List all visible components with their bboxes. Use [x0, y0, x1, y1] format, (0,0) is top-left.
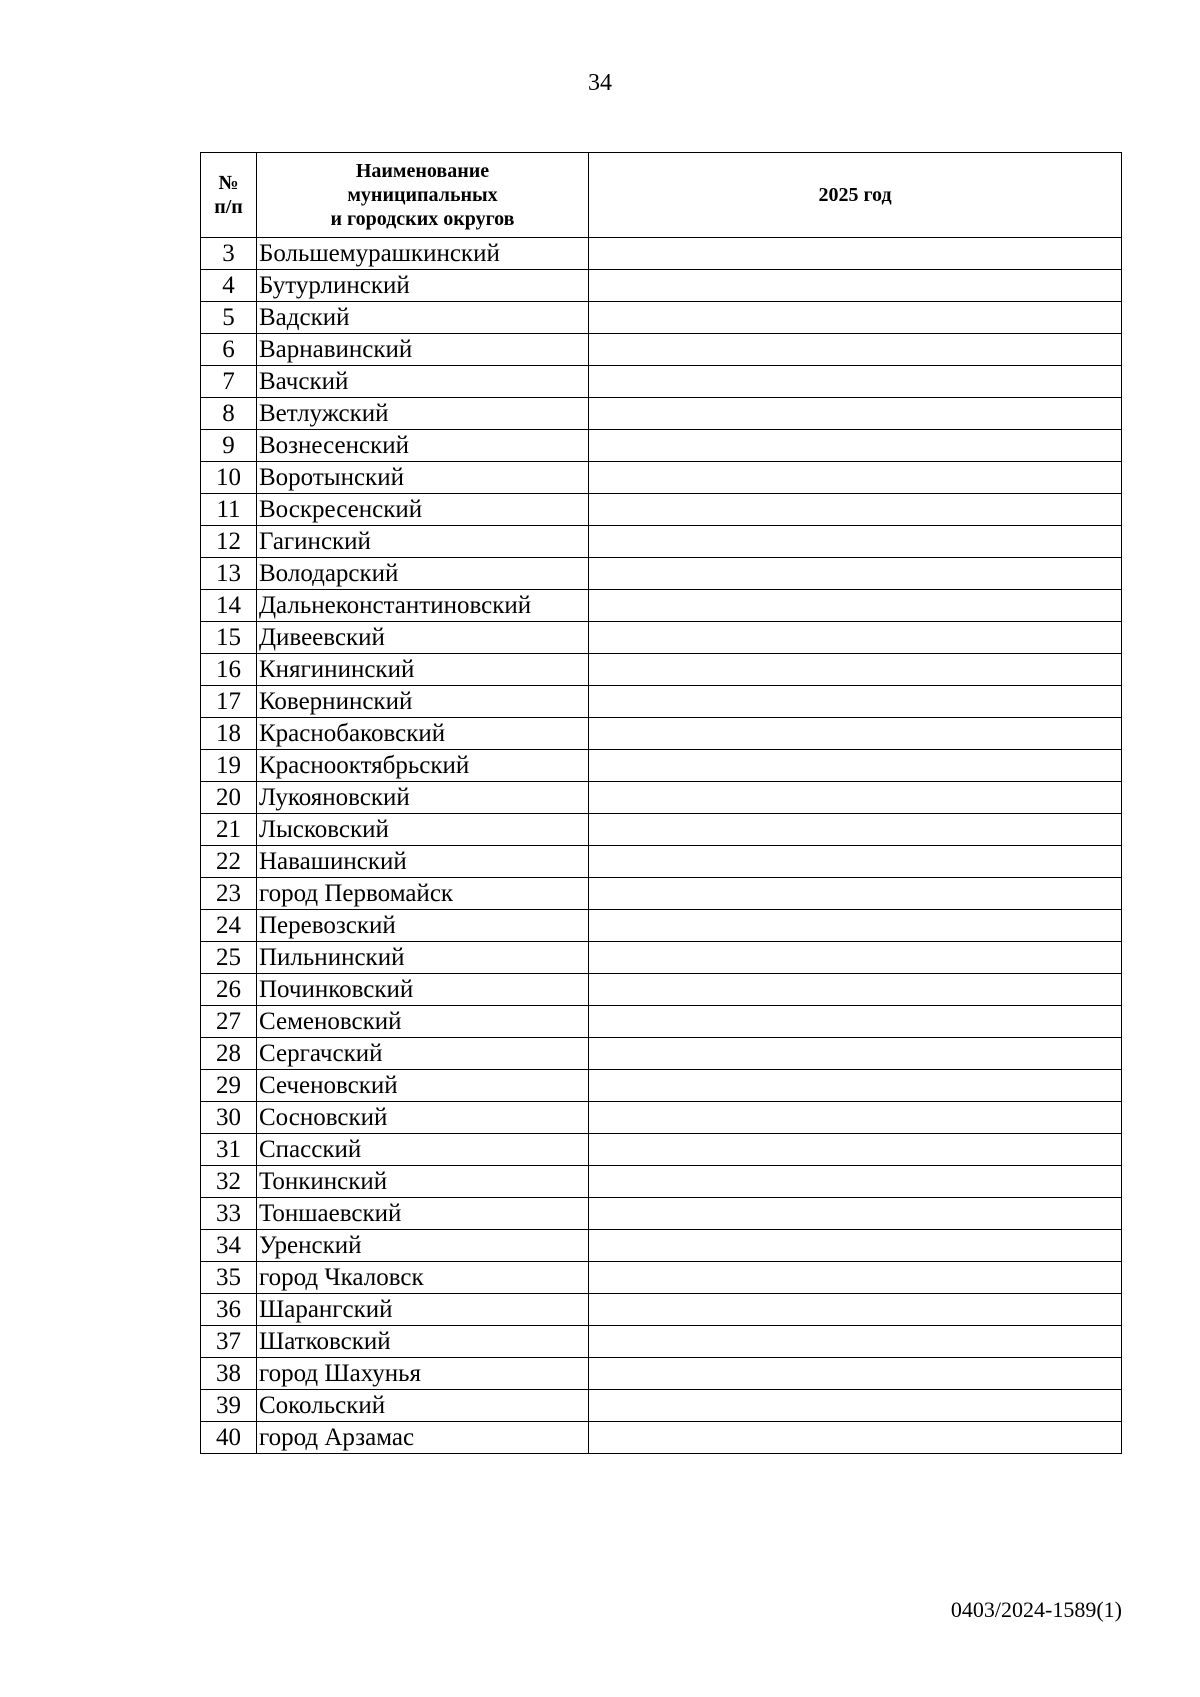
table-row — [201, 1422, 1122, 1454]
row-year-value — [589, 974, 1122, 1006]
row-year-value — [589, 686, 1122, 718]
table-row — [201, 302, 1122, 334]
row-year-value — [589, 1102, 1122, 1134]
row-number: 12 — [201, 526, 257, 558]
row-year-value — [589, 1198, 1122, 1230]
row-district-name: город Чкаловск — [257, 1262, 589, 1294]
row-year-value — [589, 1262, 1122, 1294]
table-row — [201, 846, 1122, 878]
row-year-value — [589, 1422, 1122, 1454]
municipal-districts-table — [200, 152, 1122, 1454]
row-year-value — [589, 462, 1122, 494]
table-row — [201, 366, 1122, 398]
table-row — [201, 686, 1122, 718]
table-row — [201, 1390, 1122, 1422]
row-number: 8 — [201, 398, 257, 430]
row-number: 14 — [201, 590, 257, 622]
row-district-name: Шатковский — [257, 1326, 589, 1358]
header-year: 2025 год — [589, 153, 1122, 238]
row-district-name: Ковернинский — [257, 686, 589, 718]
table-body — [201, 238, 1122, 1454]
row-year-value — [589, 1006, 1122, 1038]
row-number: 16 — [201, 654, 257, 686]
row-number: 13 — [201, 558, 257, 590]
row-number: 5 — [201, 302, 257, 334]
row-district-name: Починковский — [257, 974, 589, 1006]
row-year-value — [589, 878, 1122, 910]
table-row — [201, 526, 1122, 558]
row-district-name: Сокольский — [257, 1390, 589, 1422]
row-district-name: Дальнеконстантиновский — [257, 590, 589, 622]
row-number: 34 — [201, 1230, 257, 1262]
row-district-name: Бутурлинский — [257, 270, 589, 302]
row-district-name: Гагинский — [257, 526, 589, 558]
row-year-value — [589, 590, 1122, 622]
row-year-value — [589, 1038, 1122, 1070]
row-district-name: Навашинский — [257, 846, 589, 878]
row-year-value — [589, 1070, 1122, 1102]
table-row — [201, 590, 1122, 622]
table-row — [201, 558, 1122, 590]
row-number: 26 — [201, 974, 257, 1006]
row-district-name: Краснооктябрьский — [257, 750, 589, 782]
row-year-value — [589, 366, 1122, 398]
row-district-name: Вадский — [257, 302, 589, 334]
row-number: 39 — [201, 1390, 257, 1422]
row-number: 4 — [201, 270, 257, 302]
row-district-name: Большемурашкинский — [257, 238, 589, 270]
row-year-value — [589, 1358, 1122, 1390]
row-number: 3 — [201, 238, 257, 270]
row-number: 17 — [201, 686, 257, 718]
table-row — [201, 1230, 1122, 1262]
table-row — [201, 654, 1122, 686]
row-number: 35 — [201, 1262, 257, 1294]
row-number: 11 — [201, 494, 257, 526]
row-year-value — [589, 430, 1122, 462]
row-number: 27 — [201, 1006, 257, 1038]
table-row — [201, 1006, 1122, 1038]
row-district-name: Лысковский — [257, 814, 589, 846]
row-district-name: Сосновский — [257, 1102, 589, 1134]
row-year-value — [589, 494, 1122, 526]
row-district-name: Пильнинский — [257, 942, 589, 974]
table-row — [201, 1166, 1122, 1198]
row-year-value — [589, 750, 1122, 782]
header-name-line2: муниципальных — [347, 184, 498, 206]
row-year-value — [589, 1134, 1122, 1166]
row-number: 30 — [201, 1102, 257, 1134]
row-district-name: Володарский — [257, 558, 589, 590]
row-number: 36 — [201, 1294, 257, 1326]
row-number: 18 — [201, 718, 257, 750]
table-row — [201, 814, 1122, 846]
header-name — [257, 153, 589, 238]
row-district-name: Княгининский — [257, 654, 589, 686]
page-number: 34 — [588, 70, 612, 96]
row-district-name: Тоншаевский — [257, 1198, 589, 1230]
table-row — [201, 878, 1122, 910]
row-number: 21 — [201, 814, 257, 846]
row-number: 38 — [201, 1358, 257, 1390]
row-district-name: Воскресенский — [257, 494, 589, 526]
table-row — [201, 1326, 1122, 1358]
row-number: 20 — [201, 782, 257, 814]
table-row — [201, 1134, 1122, 1166]
table-row — [201, 462, 1122, 494]
table-row — [201, 1038, 1122, 1070]
row-district-name: Вознесенский — [257, 430, 589, 462]
row-year-value — [589, 398, 1122, 430]
document-code: 0403/2024-1589(1) — [950, 1597, 1122, 1622]
row-number: 22 — [201, 846, 257, 878]
table-row — [201, 1262, 1122, 1294]
row-number: 37 — [201, 1326, 257, 1358]
table-row — [201, 974, 1122, 1006]
row-year-value — [589, 526, 1122, 558]
table-header-row — [201, 153, 1122, 238]
row-district-name: Дивеевский — [257, 622, 589, 654]
row-year-value — [589, 1390, 1122, 1422]
row-district-name: Варнавинский — [257, 334, 589, 366]
row-number: 15 — [201, 622, 257, 654]
header-name-line1: Наименование — [355, 160, 490, 182]
table-row — [201, 1102, 1122, 1134]
row-year-value — [589, 1326, 1122, 1358]
row-district-name: Сергачский — [257, 1038, 589, 1070]
row-district-name: Перевозский — [257, 910, 589, 942]
row-number: 7 — [201, 366, 257, 398]
row-number: 33 — [201, 1198, 257, 1230]
row-district-name: Лукояновский — [257, 782, 589, 814]
row-year-value — [589, 622, 1122, 654]
row-year-value — [589, 302, 1122, 334]
row-year-value — [589, 1230, 1122, 1262]
row-number: 25 — [201, 942, 257, 974]
table-row — [201, 1198, 1122, 1230]
row-district-name: город Первомайск — [257, 878, 589, 910]
row-number: 29 — [201, 1070, 257, 1102]
table-row — [201, 750, 1122, 782]
header-number-line2: п/п — [214, 196, 243, 218]
row-number: 9 — [201, 430, 257, 462]
row-district-name: город Шахунья — [257, 1358, 589, 1390]
table-row — [201, 238, 1122, 270]
row-year-value — [589, 1294, 1122, 1326]
row-district-name: город Арзамас — [257, 1422, 589, 1454]
table-row — [201, 622, 1122, 654]
table-row — [201, 718, 1122, 750]
row-number: 40 — [201, 1422, 257, 1454]
table-row — [201, 782, 1122, 814]
row-number: 6 — [201, 334, 257, 366]
row-year-value — [589, 942, 1122, 974]
row-year-value — [589, 846, 1122, 878]
table-row — [201, 1294, 1122, 1326]
row-district-name: Уренский — [257, 1230, 589, 1262]
row-number: 32 — [201, 1166, 257, 1198]
row-year-value — [589, 238, 1122, 270]
header-number-line1: № — [218, 172, 239, 194]
table-row — [201, 910, 1122, 942]
row-district-name: Вачский — [257, 366, 589, 398]
row-district-name: Сеченовский — [257, 1070, 589, 1102]
table-row — [201, 1358, 1122, 1390]
table-row — [201, 942, 1122, 974]
row-year-value — [589, 718, 1122, 750]
table-row — [201, 1070, 1122, 1102]
row-year-value — [589, 334, 1122, 366]
table-row — [201, 398, 1122, 430]
row-district-name: Воротынский — [257, 462, 589, 494]
table-row — [201, 334, 1122, 366]
row-year-value — [589, 782, 1122, 814]
header-number — [201, 153, 257, 238]
row-district-name: Семеновский — [257, 1006, 589, 1038]
table-row — [201, 430, 1122, 462]
row-number: 23 — [201, 878, 257, 910]
row-year-value — [589, 654, 1122, 686]
row-number: 19 — [201, 750, 257, 782]
row-district-name: Шарангский — [257, 1294, 589, 1326]
row-district-name: Спасский — [257, 1134, 589, 1166]
row-district-name: Краснобаковский — [257, 718, 589, 750]
row-year-value — [589, 1166, 1122, 1198]
row-year-value — [589, 814, 1122, 846]
row-number: 31 — [201, 1134, 257, 1166]
row-district-name: Тонкинский — [257, 1166, 589, 1198]
row-number: 28 — [201, 1038, 257, 1070]
table-row — [201, 270, 1122, 302]
row-year-value — [589, 270, 1122, 302]
table-row — [201, 494, 1122, 526]
row-year-value — [589, 910, 1122, 942]
row-number: 10 — [201, 462, 257, 494]
row-district-name: Ветлужский — [257, 398, 589, 430]
header-name-line3: и городских округов — [330, 208, 515, 230]
row-number: 24 — [201, 910, 257, 942]
row-year-value — [589, 558, 1122, 590]
